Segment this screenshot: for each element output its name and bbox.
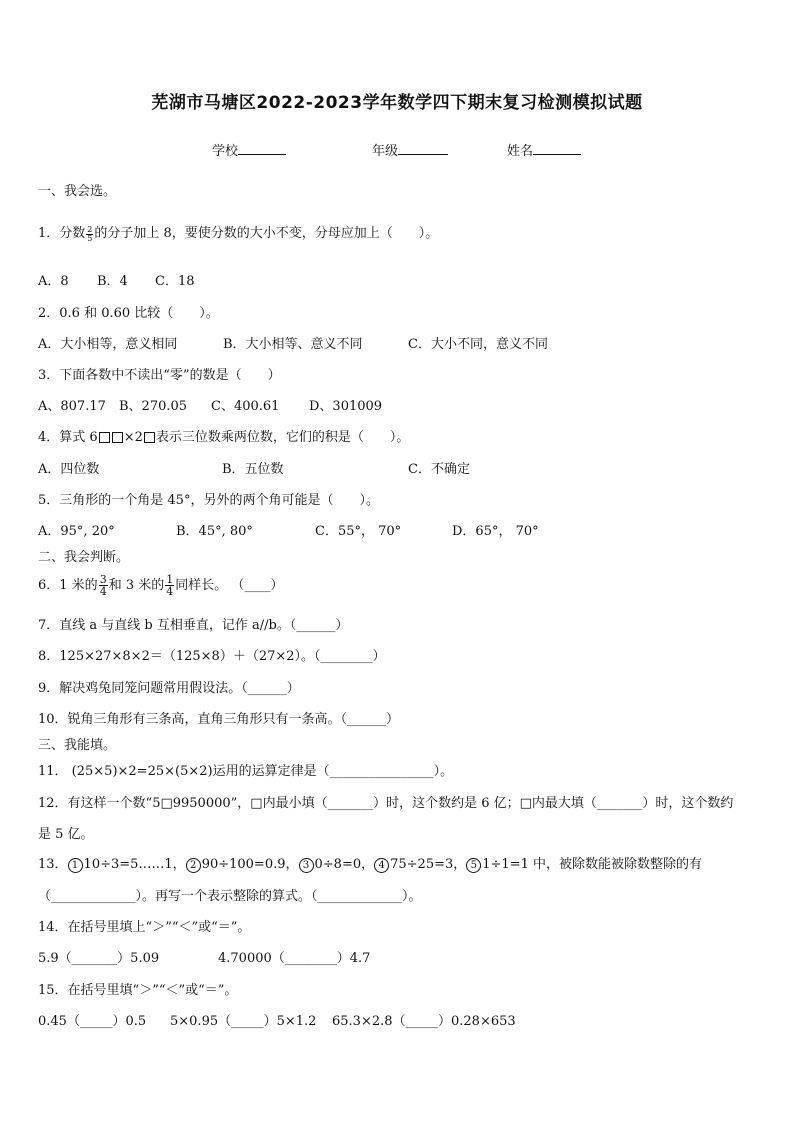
question-text: 1．分数 [38,226,86,241]
school-blank[interactable] [238,142,286,155]
circled-number-icon: 2 [186,858,201,873]
school-label: 学校 [212,144,239,159]
option-c[interactable]: C．大小不同，意义不同 [408,337,548,352]
fraction-denominator: 5 [87,233,93,243]
question-13-line-2: （_____________）。再写一个表示整除的算式。（_____________）。 [38,889,422,904]
question-text: 的分子加上 8，要使分数的大小不变，分母应加上（ ）。 [94,226,439,241]
fraction-denominator: 4 [166,585,174,598]
grade-label: 年级 [372,144,399,159]
question-10: 10．锐角三角形有三条高，直角三角形只有一条高。（______） [38,712,400,727]
option-c[interactable]: C．不确定 [408,462,470,477]
option-a[interactable]: A．95°, 20° [38,524,115,539]
question-1 [38,222,438,243]
name-label: 姓名 [507,144,534,159]
question-9: 9．解决鸡兔同笼问题常用假设法。（______） [38,681,300,696]
comparison-item[interactable]: 65.3×2.8（_____）0.28×653 [332,1014,516,1029]
comparison-item[interactable]: 4.70000（________）4.7 [218,951,371,966]
equation: 1÷1=1 中，被除数能被除数整除的有 [482,857,702,872]
grade-field [372,140,448,159]
question-text: 6．1 米的 [38,578,98,593]
fraction [86,226,93,243]
option-a[interactable]: A、807.17 [38,399,106,414]
question-7: 7．直线 a 与直线 b 互相垂直，记作 a//b。（______） [38,618,349,633]
option-d[interactable]: D、301009 [309,399,383,414]
equation: 75÷25=3， [390,857,467,872]
option-b[interactable]: B．45°, 80° [176,524,253,539]
question-6 [38,574,283,597]
option-d[interactable]: D．65°， 70° [452,524,539,539]
name-field [507,140,581,159]
question-5: 5．三角形的一个角是 45°，另外的两个角可能是（ ）。 [38,493,379,508]
question-14: 14．在括号里填上“＞”“＜”或“＝”。 [38,920,251,935]
option-b[interactable]: B．4 [97,274,128,289]
question-text: ×2 [123,430,143,445]
question-text: 表示三位数乘两位数，它们的积是（ ）。 [155,430,410,445]
fraction [165,574,174,597]
option-a[interactable]: A．8 [38,274,69,289]
fraction-numerator: 1 [166,573,174,586]
comparison-item[interactable]: 5×0.95（_____）5×1.2 [170,1014,317,1029]
option-c[interactable]: C、400.61 [211,399,280,414]
fraction-denominator: 4 [99,585,107,598]
circled-number-icon: 1 [68,858,83,873]
question-12-line-1: 12．有这样一个数“5□9950000”，□内最小填（_______）时，这个数约是 6 亿；□内最大填（_______）时，这个数约 [38,796,734,811]
grade-blank[interactable] [398,142,448,155]
question-4 [38,426,409,445]
school-field [212,140,286,159]
question-text: 同样长。 （____） [175,578,284,593]
option-c[interactable]: C．55°， 70° [315,524,402,539]
comparison-item[interactable]: 0.45（_____）0.5 [38,1014,147,1029]
fraction [99,574,108,597]
circled-number-icon: 3 [299,858,314,873]
empty-box-icon [112,432,123,443]
option-a[interactable]: A．大小相等，意义相同 [38,337,178,352]
page-title: 芜湖市马塘区2022-2023学年数学四下期末复习检测模拟试题 [151,93,643,113]
empty-box-icon [144,432,155,443]
option-b[interactable]: B．五位数 [222,462,284,477]
question-8: 8．125×27×8×2＝（125×8）＋（27×2）。（________） [38,649,386,664]
circled-number-icon: 4 [374,858,389,873]
question-12-line-2: 是 5 亿。 [38,827,94,842]
question-2: 2．0.6 和 0.60 比较（ ）。 [38,306,219,321]
option-b[interactable]: B．大小相等、意义不同 [223,337,363,352]
question-text: 4．算式 6 [38,430,98,445]
name-blank[interactable] [533,142,581,155]
question-3: 3．下面各数中不读出“零”的数是（ ） [38,368,281,383]
question-text: 13． [38,857,68,872]
question-13 [38,853,702,873]
circled-number-icon: 5 [466,858,481,873]
option-b[interactable]: B、270.05 [119,399,188,414]
section-heading: 二、我会判断。 [38,550,130,565]
question-11: 11． (25×5)×2=25×(5×2)运用的运算定律是（________________）。 [38,764,454,779]
comparison-item[interactable]: 5.9（_______）5.09 [38,951,160,966]
fraction-numerator: 2 [87,224,93,234]
section-heading: 三、我能填。 [38,738,117,753]
equation: 10÷3=5……1， [83,857,186,872]
option-a[interactable]: A．四位数 [38,462,100,477]
fraction-numerator: 3 [99,573,107,586]
empty-box-icon [99,432,110,443]
equation: 0÷8=0， [314,857,375,872]
section-heading: 一、我会选。 [38,184,117,199]
option-c[interactable]: C．18 [155,274,195,289]
equation: 90÷100=0.9， [201,857,299,872]
question-text: 和 3 米的 [108,578,165,593]
question-15: 15．在括号里填“＞”“＜”或“＝”。 [38,983,238,998]
